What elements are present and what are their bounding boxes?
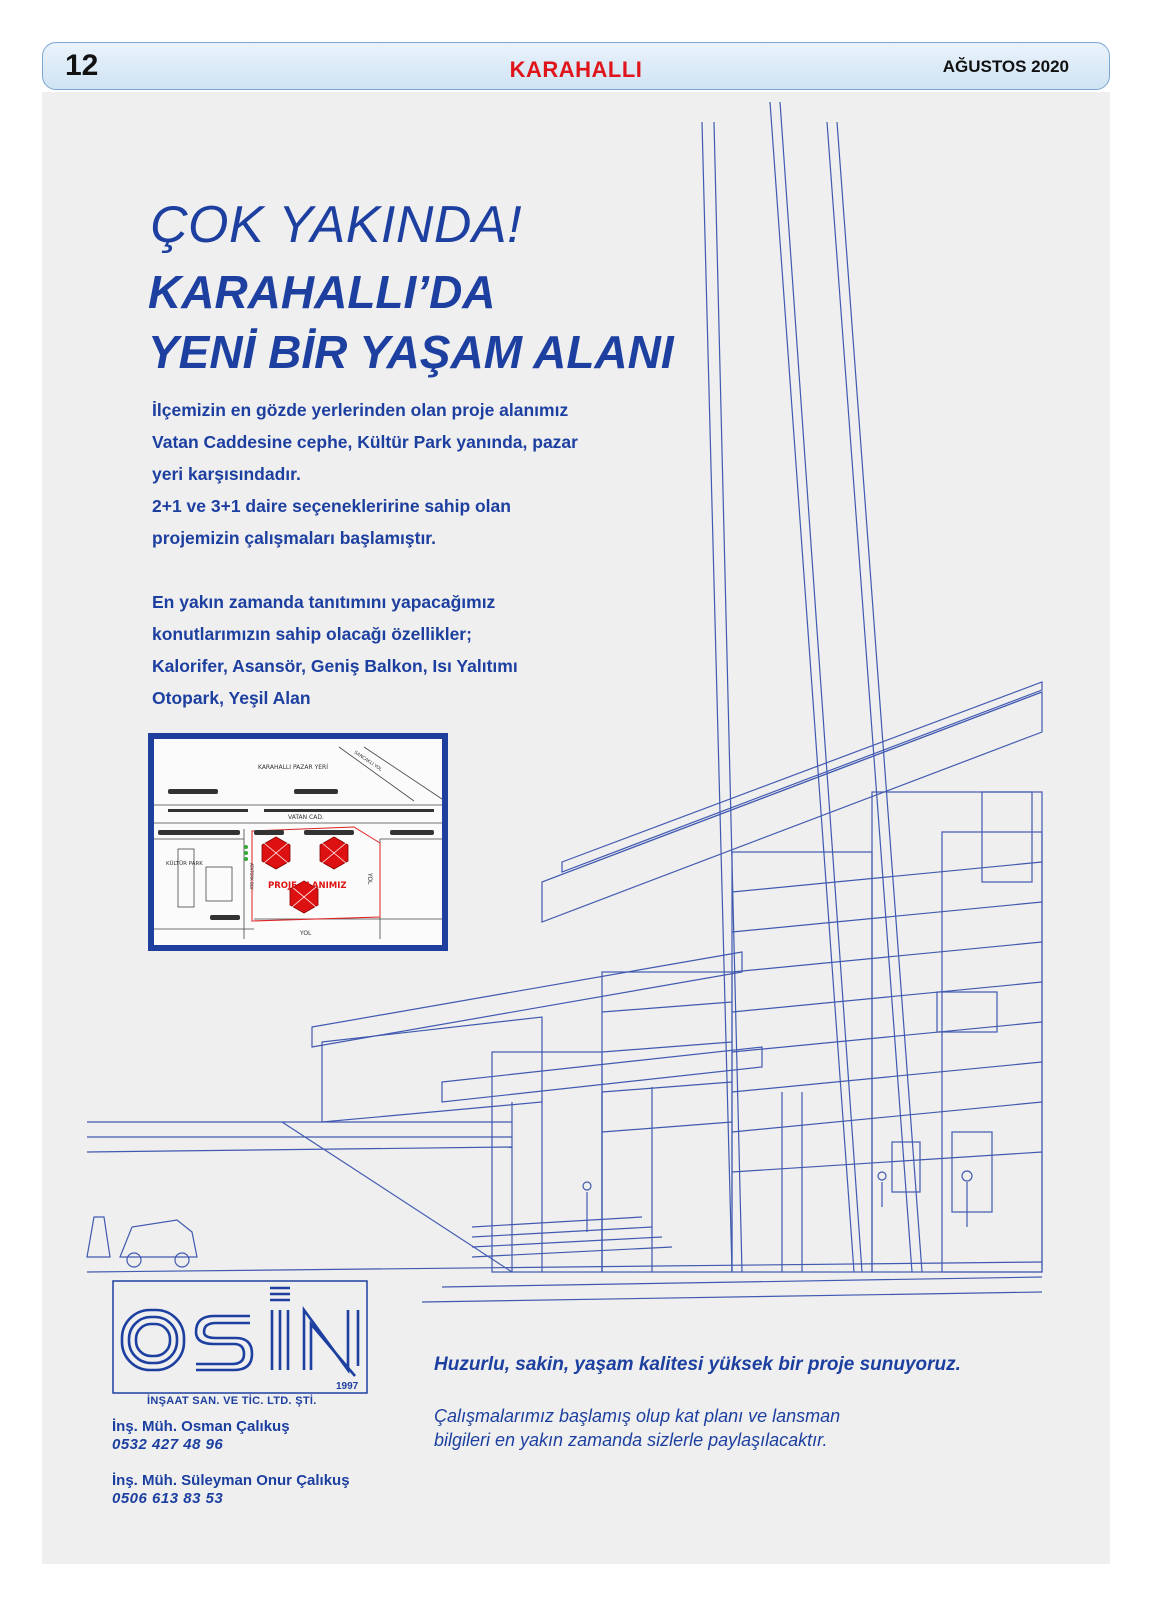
site-map (148, 733, 448, 951)
intro-line: yeri karşısındadır. (152, 464, 301, 484)
osin-logo-graphic (112, 1280, 368, 1402)
launch-note (434, 1404, 954, 1452)
map-label-park: KÜLTÜR PARK (166, 861, 203, 867)
intro-line: projemizin çalışmaları başlamıştır. (152, 528, 437, 548)
issue-date: AĞUSTOS 2020 (942, 57, 1069, 76)
contact-name-2: İnş. Müh. Süleyman Onur Çalıkuş (112, 1472, 350, 1489)
map-label-diag-road: SANCAKLI YOL (352, 750, 383, 773)
page-header (42, 42, 1110, 90)
contact-name-1: İnş. Müh. Osman Çalıkuş (112, 1418, 290, 1435)
newspaper-name: KARAHALLI (509, 57, 643, 82)
intro-line: Vatan Caddesine cephe, Kültür Park yanında, pazar (152, 432, 578, 452)
headline-main (148, 262, 674, 382)
site-map-inner (154, 739, 442, 945)
headline-line-2: YENİ BİR YAŞAM ALANI (148, 326, 674, 378)
slogan: Huzurlu, sakin, yaşam kalitesi yüksek bir proje sunuyoruz. (434, 1354, 961, 1375)
map-label-yol-bottom: YOL (300, 930, 312, 937)
map-label-pazar: KARAHALLI PAZAR YERİ (258, 764, 328, 771)
headline-coming-soon: ÇOK YAKINDA! (150, 196, 523, 254)
features-line: En yakın zamanda tanıtımını yapacağımız (152, 592, 496, 612)
osin-logo (112, 1280, 368, 1402)
headline-line-1: KARAHALLI’DA (148, 266, 496, 318)
contact-phone-1: 0532 427 48 96 (112, 1436, 224, 1453)
contact-phone-2: 0506 613 83 53 (112, 1490, 224, 1507)
map-label-cad: VATAN CAD. (288, 814, 324, 821)
page-number: 12 (65, 49, 99, 82)
logo-company-subtitle: İNŞAAT SAN. VE TİC. LTD. ŞTİ. (144, 1395, 320, 1407)
logo-founding-year: 1997 (336, 1381, 359, 1392)
features-line: konutlarımızın sahip olacağı özellikler; (152, 624, 472, 644)
intro-line: 2+1 ve 3+1 daire seçenekleririne sahip olan (152, 496, 511, 516)
features-paragraph (152, 586, 672, 714)
site-map-drawing (154, 739, 442, 945)
intro-line: İlçemizin en gözde yerlerinden olan proje alanımız (152, 400, 569, 420)
map-label-yol-right: YOL (366, 873, 373, 885)
launch-note-line: bilgileri en yakın zamanda sizlerle paylaşılacaktır. (434, 1430, 828, 1450)
intro-paragraph (152, 394, 672, 554)
features-line: Otopark, Yeşil Alan (152, 688, 311, 708)
launch-note-line: Çalışmalarımız başlamış olup kat planı ve lansman (434, 1406, 841, 1426)
map-label-side-road: ATATÜRK BLV (249, 863, 254, 890)
map-label-proje: PROJE ALANIMIZ (268, 881, 347, 891)
features-line: Kalorifer, Asansör, Geniş Balkon, Isı Yalıtımı (152, 656, 518, 676)
